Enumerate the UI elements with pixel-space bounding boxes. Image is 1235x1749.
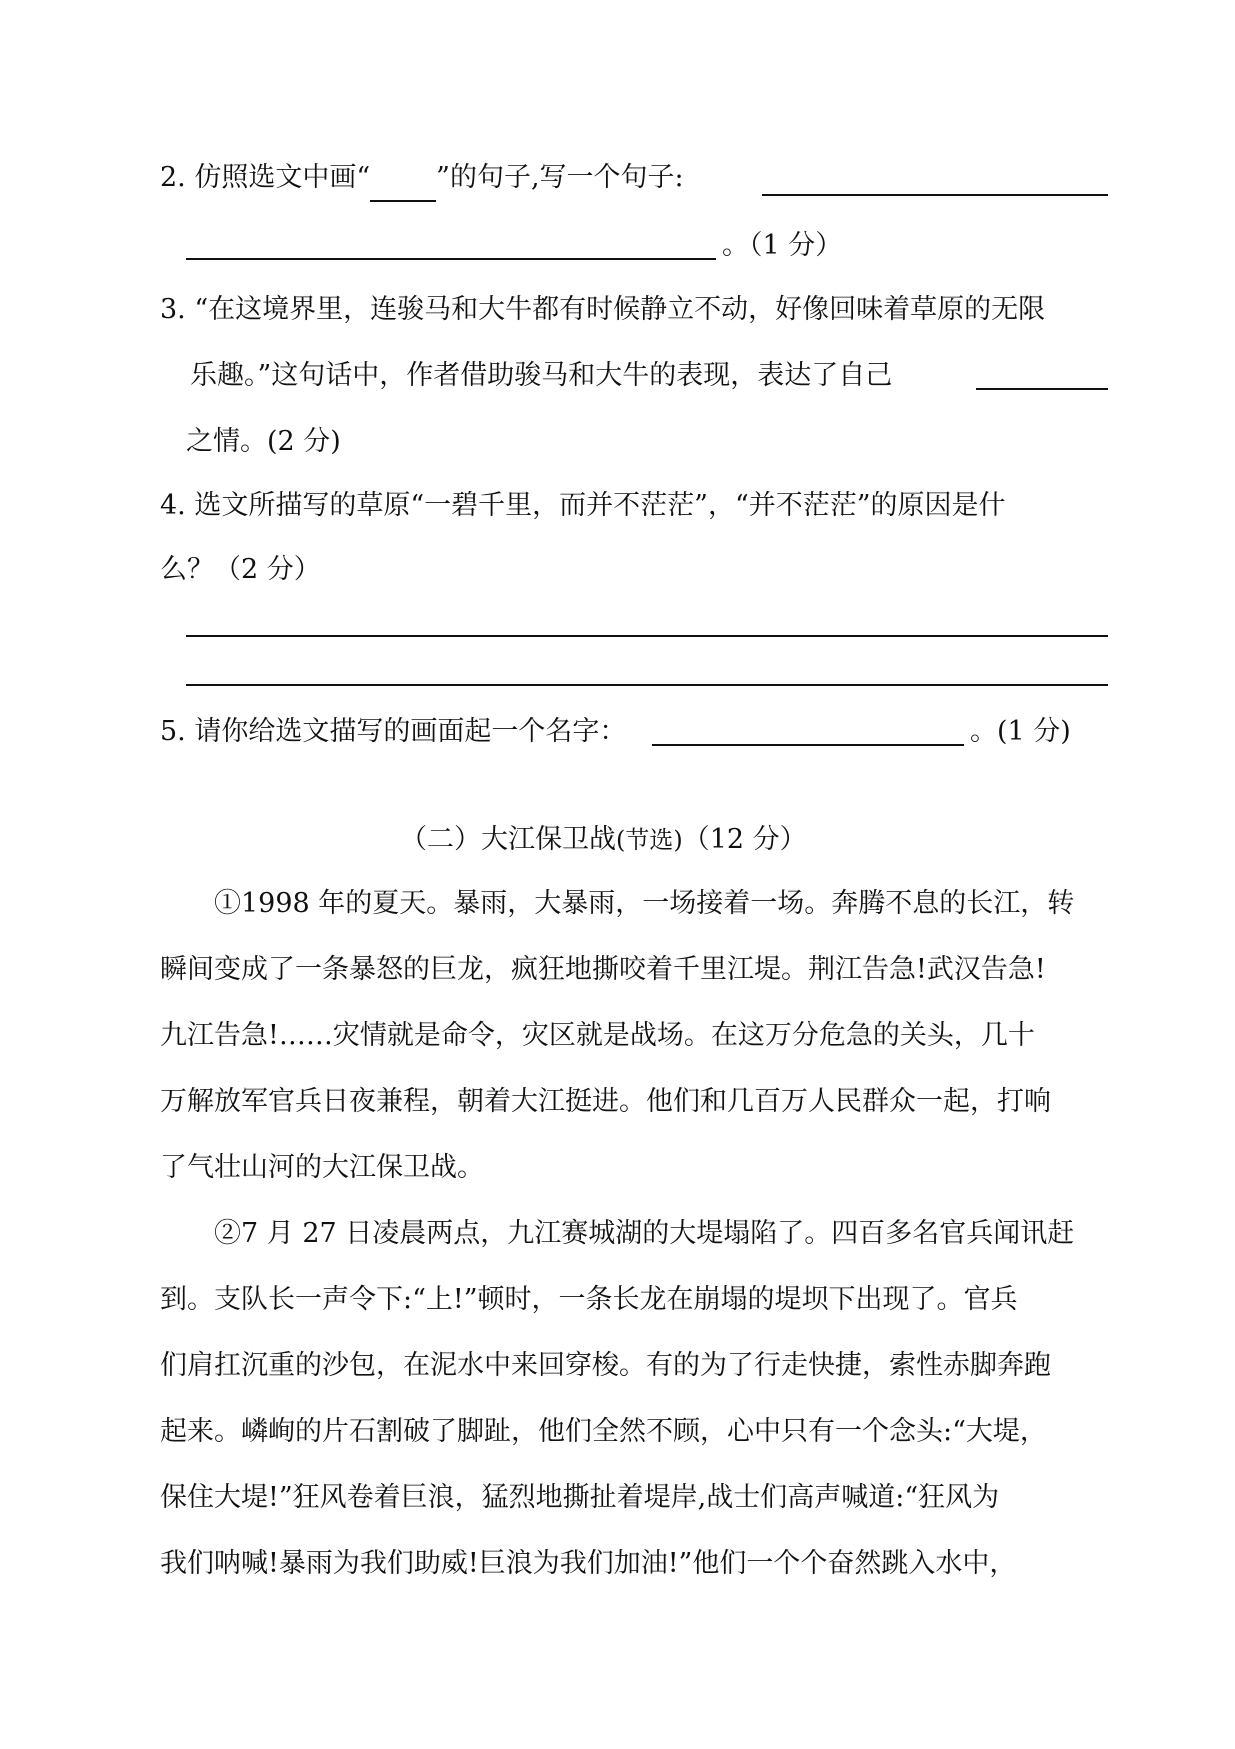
question-3-line-2: 乐趣。”这句话中，作者借助骏马和大牛的表现，表达了自己 <box>190 360 893 391</box>
section-2-score: （12 分） <box>682 824 807 855</box>
question-5-end: 。(1 分) <box>970 716 1071 747</box>
question-3-line-1: 3. “在这境界里，连骏马和大牛都有时候静立不动，好像回味着草原的无限 <box>160 294 1046 325</box>
paragraph-1-line-5: 了气壮山河的大江保卫战。 <box>160 1152 484 1183</box>
section-2-note: (节选) <box>616 826 683 854</box>
question-4-answer-line-1[interactable] <box>186 635 1108 637</box>
question-3-answer-line[interactable] <box>976 388 1108 390</box>
question-2-answer-line-1[interactable] <box>762 194 1108 196</box>
question-4-line-1: 4. 选文所描写的草原“一碧千里，而并不茫茫”，“并不茫茫”的原因是什 <box>160 490 1006 521</box>
question-2 <box>160 160 684 202</box>
question-5: 5. 请你给选文描写的画面起一个名字： <box>160 716 627 747</box>
paragraph-1-line-3: 九江告急!……灾情就是命令，灾区就是战场。在这万分危急的关头，几十 <box>160 1020 1035 1051</box>
paragraph-2-line-5: 保住大堤!”狂风卷着巨浪，猛烈地撕扯着堤岸,战士们高声喊道:“狂风为 <box>160 1482 1000 1513</box>
question-2-end: 。（1 分） <box>722 230 843 261</box>
question-3-line-3: 之情。(2 分) <box>186 426 341 457</box>
paragraph-2-line-1: ②7 月 27 日凌晨两点，九江赛城湖的大堤塌陷了。四百多名官兵闻讯赶 <box>214 1218 1075 1249</box>
question-4-answer-line-2[interactable] <box>186 684 1108 686</box>
paragraph-2-line-3: 们肩扛沉重的沙包，在泥水中来回穿梭。有的为了行走快捷，索性赤脚奔跑 <box>160 1350 1051 1381</box>
paragraph-1-line-2: 瞬间变成了一条暴怒的巨龙，疯狂地撕咬着千里江堤。荆江告急!武汉告急! <box>160 954 1046 985</box>
underline-sample-blank <box>370 164 436 202</box>
paragraph-2-line-6: 我们呐喊!暴雨为我们助威!巨浪为我们加油!”他们一个个奋然跳入水中， <box>160 1548 1017 1579</box>
paragraph-1-line-4: 万解放军官兵日夜兼程，朝着大江挺进。他们和几百万人民群众一起，打响 <box>160 1086 1051 1117</box>
question-4-line-2: 么？（2 分） <box>160 554 321 585</box>
question-2-answer-line-2[interactable] <box>186 258 716 260</box>
section-2-heading <box>400 822 807 858</box>
question-2-text-a: 2. 仿照选文中画“ <box>160 162 371 193</box>
question-5-answer-line[interactable] <box>652 744 964 746</box>
paragraph-2-line-4: 起来。嶙峋的片石割破了脚趾，他们全然不顾，心中只有一个念头:“大堤， <box>160 1416 1047 1447</box>
section-2-title: （二）大江保卫战 <box>400 824 616 855</box>
paragraph-2-line-2: 到。支队长一声令下:“上!”顿时，一条长龙在崩塌的堤坝下出现了。官兵 <box>160 1284 1018 1315</box>
question-2-text-b: ”的句子,写一个句子: <box>436 162 684 193</box>
paragraph-1-line-1: ①1998 年的夏天。暴雨，大暴雨，一场接着一场。奔腾不息的长江，转 <box>214 888 1075 919</box>
